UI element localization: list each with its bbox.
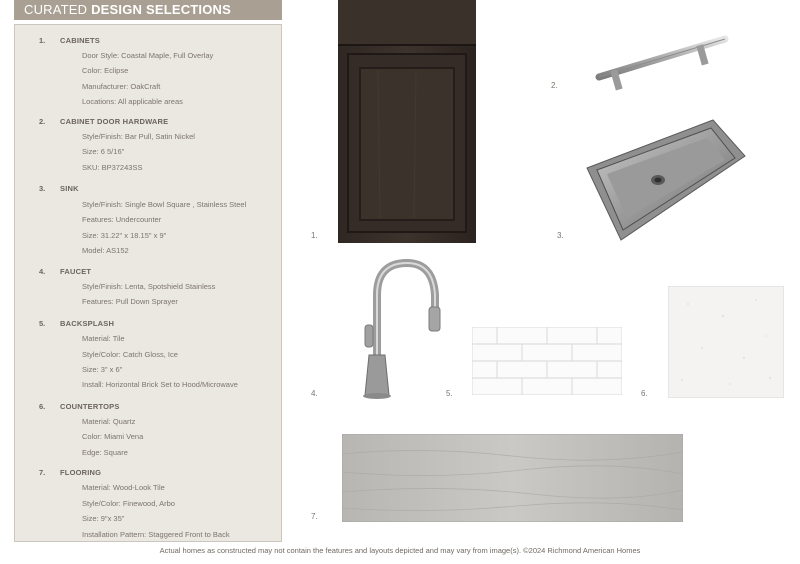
flooring-plank-image [342,434,683,522]
image-label-1: 1. [311,231,318,240]
section-number: 4. [39,267,46,276]
spec-line: Color: Miami Vena [82,432,144,441]
spec-line: SKU: BP37243SS [82,163,143,172]
spec-line: Style/Color: Catch Gloss, Ice [82,350,178,359]
section-number: 1. [39,36,46,45]
footer-disclaimer: Actual homes as constructed may not contain the features and layouts depicted and may vary from image(s). ©2024 Richmond American Homes [159,546,641,555]
spec-line: Material: Quartz [82,417,136,426]
image-label-2: 2. [551,81,558,90]
selections-panel [14,24,282,542]
section-number: 3. [39,184,46,193]
spec-line: Color: Eclipse [82,66,129,75]
section-title: FAUCET [60,267,92,276]
image-label-6: 6. [641,389,648,398]
spec-line: Locations: All applicable areas [82,97,183,106]
spec-line: Door Style: Coastal Maple, Full Overlay [82,51,214,60]
spec-line: Style/Finish: Single Bowl Square , Stainless Steel [82,200,247,209]
page-title [14,0,282,20]
title-bold: DESIGN SELECTIONS [91,2,232,17]
spec-line: Size: 3" x 6" [82,365,123,374]
section-number: 2. [39,117,46,126]
image-label-5: 5. [446,389,453,398]
image-label-4: 4. [311,389,318,398]
section-title: CABINET DOOR HARDWARE [60,117,169,126]
spec-line: Manufacturer: OakCraft [82,82,161,91]
spec-line: Style/Finish: Lenta, Spotshield Stainless [82,282,216,291]
bar-pull-image [595,30,730,95]
title-light: CURATED [24,2,92,17]
backsplash-tile-image [472,327,622,395]
image-label-3: 3. [557,231,564,240]
spec-line: Size: 9"x 35" [82,514,125,523]
section-title: SINK [60,184,79,193]
section-title: BACKSPLASH [60,319,115,328]
spec-line: Style/Color: Finewood, Arbo [82,499,175,508]
sink-image [585,118,747,243]
spec-line: Installation Pattern: Staggered Front to Back [82,530,230,539]
spec-line: Size: 6 5/16" [82,147,125,156]
cabinet-door-image [338,0,476,243]
section-number: 5. [39,319,46,328]
spec-line: Install: Horizontal Brick Set to Hood/Microwave [82,380,238,389]
section-title: COUNTERTOPS [60,402,120,411]
spec-line: Model: AS152 [82,246,129,255]
spec-line: Style/Finish: Bar Pull, Satin Nickel [82,132,195,141]
section-title: FLOORING [60,468,102,477]
section-title: CABINETS [60,36,100,45]
section-number: 6. [39,402,46,411]
countertop-sample-image [668,286,784,398]
spec-line: Features: Undercounter [82,215,162,224]
faucet-image [355,255,445,400]
spec-line: Edge: Square [82,448,128,457]
image-label-7: 7. [311,512,318,521]
spec-line: Size: 31.22" x 18.15" x 9" [82,231,167,240]
section-number: 7. [39,468,46,477]
spec-line: Features: Pull Down Sprayer [82,297,178,306]
spec-line: Material: Tile [82,334,125,343]
spec-line: Material: Wood-Look Tile [82,483,165,492]
